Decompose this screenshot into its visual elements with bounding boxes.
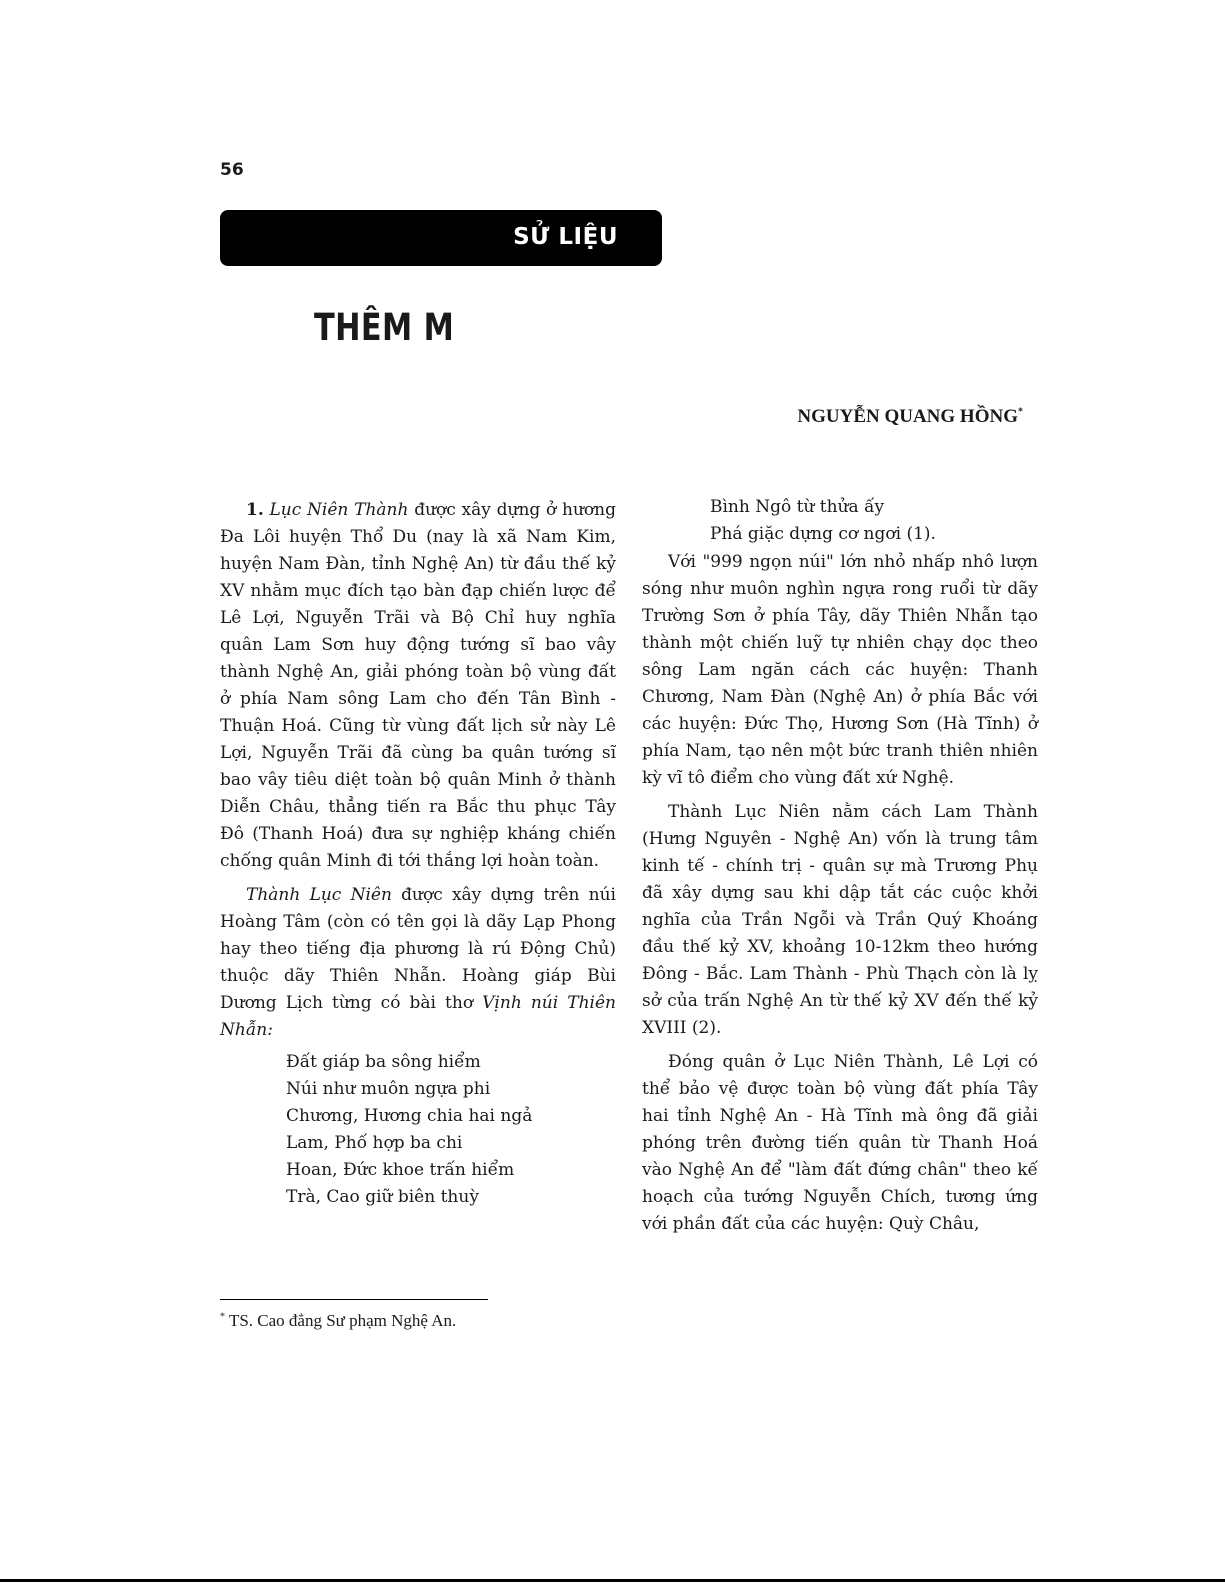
paragraph: Thành Lục Niên nằm cách Lam Thành (Hưng Nguyên - Nghệ An) vốn là trung tâm kinh tế - chính trị - quân sự mà Trương Phụ đã xây dựng sau khi dập tắt các cuộc khởi nghĩa của Trần Ngỗi và Trần Quý Khoáng đầu thế kỷ XV, khoảng 10-12km theo hướng Đông - Bắc. Lam Thành - Phù Thạch còn là lỵ sở của trấn Nghệ An từ thế kỷ XV đến thế kỷ XVIII (2).: [642, 802, 1038, 1038]
bottom-border: [0, 1579, 1225, 1582]
verse-line: Lam, Phố hợp ba chi: [286, 1133, 463, 1153]
verse-line: Trà, Cao giữ biên thuỳ: [286, 1187, 479, 1207]
footnote-mark: *: [220, 1311, 225, 1323]
paragraph: Đóng quân ở Lục Niên Thành, Lê Lợi có thể bảo vệ được toàn bộ vùng đất phía Tây hai tỉnh Nghệ An - Hà Tĩnh mà ông đã giải phóng trên đường tiến quân từ Thanh Hoá vào Nghệ An để "làm đất đứng chân" theo kế hoạch của tướng Nguyễn Chích, tương ứng với phần đất của các huyện: Quỳ Châu,: [642, 1052, 1038, 1234]
paragraph: Với "999 ngọn núi" lớn nhỏ nhấp nhô lượn sóng như muôn nghìn ngựa rong ruổi từ dãy Trường Sơn ở phía Tây, dãy Thiên Nhẫn tạo thành một chiến luỹ tự nhiên chạy dọc theo sông Lam ngăn cách các huyện: Thanh Chương, Nam Đàn (Nghệ An) ở phía Bắc với các huyện: Đức Thọ, Hương Sơn (Hà Tĩnh) ở phía Nam, tạo nên một bức tranh thiên nhiên kỳ vĩ tô điểm cho vùng đất xứ Nghệ.: [642, 552, 1038, 788]
poem-title: Vịnh núi Thiên Nhẫn:: [220, 993, 616, 1040]
italic-term: Lục Niên Thành: [269, 500, 409, 520]
paragraph-text: được xây dựng ở hương Đa Lôi huyện Thổ Du (nay là xã Nam Kim, huyện Nam Đàn, tỉnh Nghệ An) từ đầu thế kỷ XV nhằm mục đích tạo bàn đạp chiến lược để Lê Lợi, Nguyễn Trãi và Bộ Chỉ huy nghĩa quân Lam Sơn huy động tướng sĩ bao vây thành Nghệ An, giải phóng toàn bộ vùng đất ở phía Nam sông Lam cho đến Tân Bình - Thuận Hoá. Cũng từ vùng đất lịch sử này Lê Lợi, Nguyễn Trãi đã cùng ba quân tướng sĩ bao vây tiêu diệt toàn bộ quân Minh ở thành Diễn Châu, thẳng tiến ra Bắc thu phục Tây Đô (Thanh Hoá) đưa sự nghiệp kháng chiến chống quân Minh đi tới thắng lợi hoàn toàn.: [220, 500, 616, 871]
author-footnote-mark: *: [1018, 406, 1023, 418]
section-number: 1.: [246, 500, 264, 520]
right-column: [642, 494, 1038, 1245]
article-title: THÊM M: [314, 306, 455, 349]
verse-line: Đất giáp ba sông hiểm: [286, 1052, 481, 1072]
paragraph: [220, 882, 616, 1044]
section-label: SỬ LIỆU: [513, 224, 618, 250]
section-banner: [220, 210, 662, 266]
poem-verse-continued: [642, 494, 1038, 548]
verse-line: Chương, Hương chia hai ngả: [286, 1106, 533, 1126]
page-number: 56: [220, 160, 244, 180]
author-byline: [797, 406, 1023, 428]
author-name: NGUYỄN QUANG HỒNG: [797, 406, 1018, 427]
footnote-text: TS. Cao đẳng Sư phạm Nghệ An.: [225, 1311, 457, 1330]
footnote-divider: [220, 1299, 488, 1300]
verse-line: Núi như muôn ngựa phi: [286, 1079, 491, 1099]
footnote: [220, 1311, 456, 1331]
paragraph-text: được xây dựng trên núi Hoàng Tâm (còn có tên gọi là dãy Lạp Phong hay theo tiếng địa phương là rú Động Chủ) thuộc dãy Thiên Nhẫn. Hoàng giáp Bùi Dương Lịch từng có bài thơ: [220, 885, 616, 1013]
left-column: [220, 497, 616, 1211]
poem-verse: [220, 1049, 616, 1211]
verse-line: Bình Ngô từ thửa ấy: [710, 497, 885, 517]
italic-term: Thành Lục Niên: [246, 885, 392, 905]
verse-line: Hoan, Đức khoe trấn hiểm: [286, 1160, 515, 1180]
verse-line: Phá giặc dựng cơ ngơi (1).: [710, 524, 936, 544]
paragraph: [220, 497, 616, 875]
